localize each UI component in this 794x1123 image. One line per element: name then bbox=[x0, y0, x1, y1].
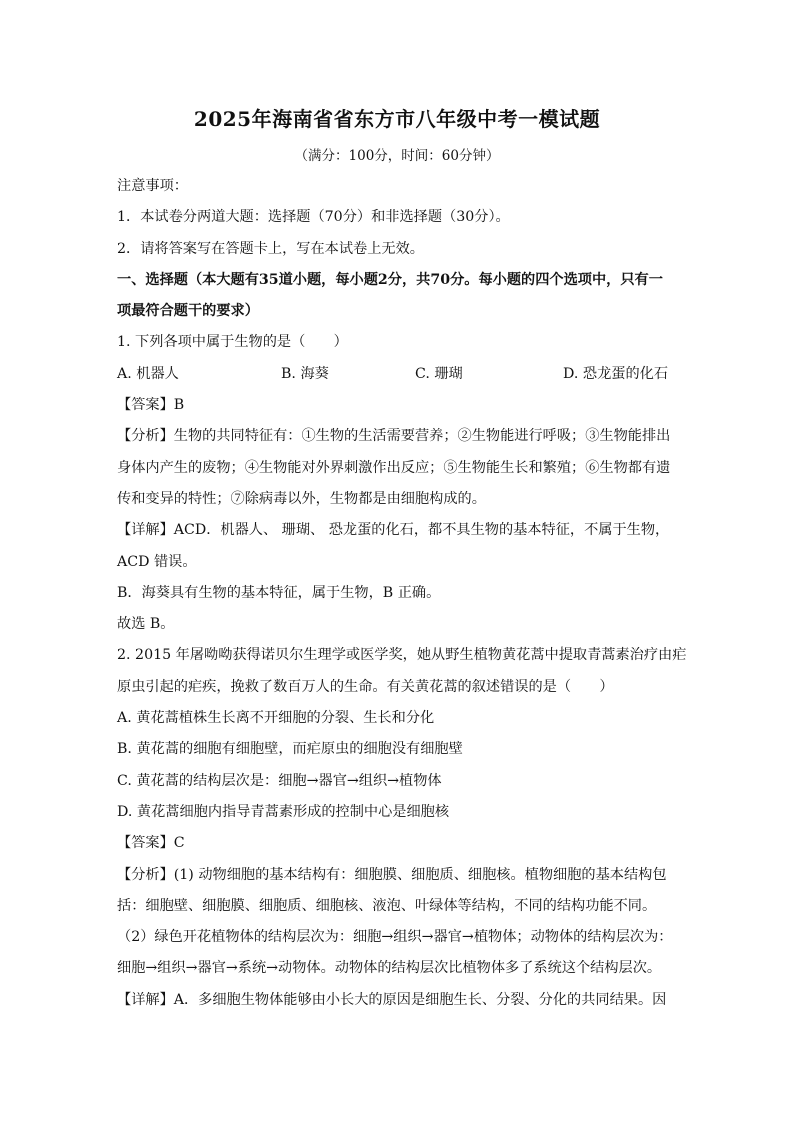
question-1-analysis: 身体内产生的废物；④生物能对外界刺激作出反应；⑤生物能生长和繁殖；⑥生物都有遗 bbox=[117, 459, 671, 476]
option-b: B. 黄花蒿的细胞有细胞壁，而疟原虫的细胞没有细胞壁 bbox=[117, 741, 463, 758]
notes-heading: 注意事项： bbox=[117, 178, 188, 194]
question-2-stem: 原虫引起的疟疾，挽救了数百万人的生命。有关黄花蒿的叙述错误的是（ ） bbox=[117, 678, 614, 695]
question-1-detail: 【详解】ACD．机器人、 珊瑚、 恐龙蛋的化石，都不具生物的基本特征，不属于生物， bbox=[117, 522, 670, 539]
option-d: D. 恐龙蛋的化石 bbox=[563, 365, 669, 382]
question-2-detail: 【详解】A．多细胞生物体能够由小长大的原因是细胞生长、分裂、分化的共同结果。因 bbox=[117, 991, 667, 1008]
question-1-detail: 故选 B。 bbox=[117, 616, 175, 633]
question-1-analysis: 【分析】生物的共同特征有：①生物的生活需要营养；②生物能进行呼吸；③生物能排出 bbox=[117, 428, 671, 445]
option-a: A. 机器人 bbox=[117, 365, 179, 382]
exam-subtitle: （满分：100分，时间：60分钟） bbox=[294, 148, 500, 164]
question-1-detail: ACD 错误。 bbox=[117, 553, 197, 570]
question-1-options bbox=[117, 364, 679, 395]
option-a: A. 黄花蒿植株生长离不开细胞的分裂、生长和分化 bbox=[117, 710, 435, 727]
section-heading: 一、选择题（本大题有35道小题，每小题2分，共70分。每小题的四个选项中，只有一 bbox=[117, 271, 663, 288]
question-1-detail: B．海葵具有生物的基本特征，属于生物，B 正确。 bbox=[117, 584, 441, 601]
question-2-analysis: 【分析】(1) 动物细胞的基本结构有：细胞膜、细胞质、细胞核。植物细胞的基本结构包 bbox=[117, 866, 667, 883]
question-2-answer: 【答案】C bbox=[117, 835, 185, 852]
question-2-stem: 2. 2015 年屠呦呦获得诺贝尔生理学或医学奖，她从野生植物黄花蒿中提取青蒿素治疗由疟 bbox=[117, 647, 687, 664]
option-c: C. 珊瑚 bbox=[415, 365, 463, 382]
note-item: 2．请将答案写在答题卡上，写在本试卷上无效。 bbox=[117, 240, 424, 257]
note-item: 1．本试卷分两道大题：选择题（70分）和非选择题（30分）。 bbox=[117, 209, 510, 226]
option-c: C. 黄花蒿的结构层次是：细胞→器官→组织→植物体 bbox=[117, 772, 442, 789]
question-2-analysis: 括：细胞壁、细胞膜、细胞质、细胞核、液泡、叶绿体等结构，不同的结构功能不同。 bbox=[117, 897, 657, 914]
section-heading: 项最符合题干的要求） bbox=[117, 303, 259, 320]
question-1-stem: 1. 下列各项中属于生物的是（ ） bbox=[117, 334, 348, 351]
option-d: D. 黄花蒿细胞内指导青蒿素形成的控制中心是细胞核 bbox=[117, 803, 450, 820]
option-b: B. 海葵 bbox=[281, 365, 329, 382]
question-1-answer: 【答案】B bbox=[117, 397, 185, 414]
question-2-analysis: （2）绿色开花植物体的结构层次为：细胞→组织→器官→植物体；动物体的结构层次为： bbox=[117, 929, 673, 946]
question-2-analysis: 细胞→组织→器官→系统→动物体。动物体的结构层次比植物体多了系统这个结构层次。 bbox=[117, 960, 662, 977]
question-1-analysis: 传和变异的特性；⑦除病毒以外，生物都是由细胞构成的。 bbox=[117, 490, 486, 507]
exam-content bbox=[117, 176, 687, 1021]
exam-title: 2025年海南省省东方市八年级中考一模试题 bbox=[193, 107, 601, 131]
